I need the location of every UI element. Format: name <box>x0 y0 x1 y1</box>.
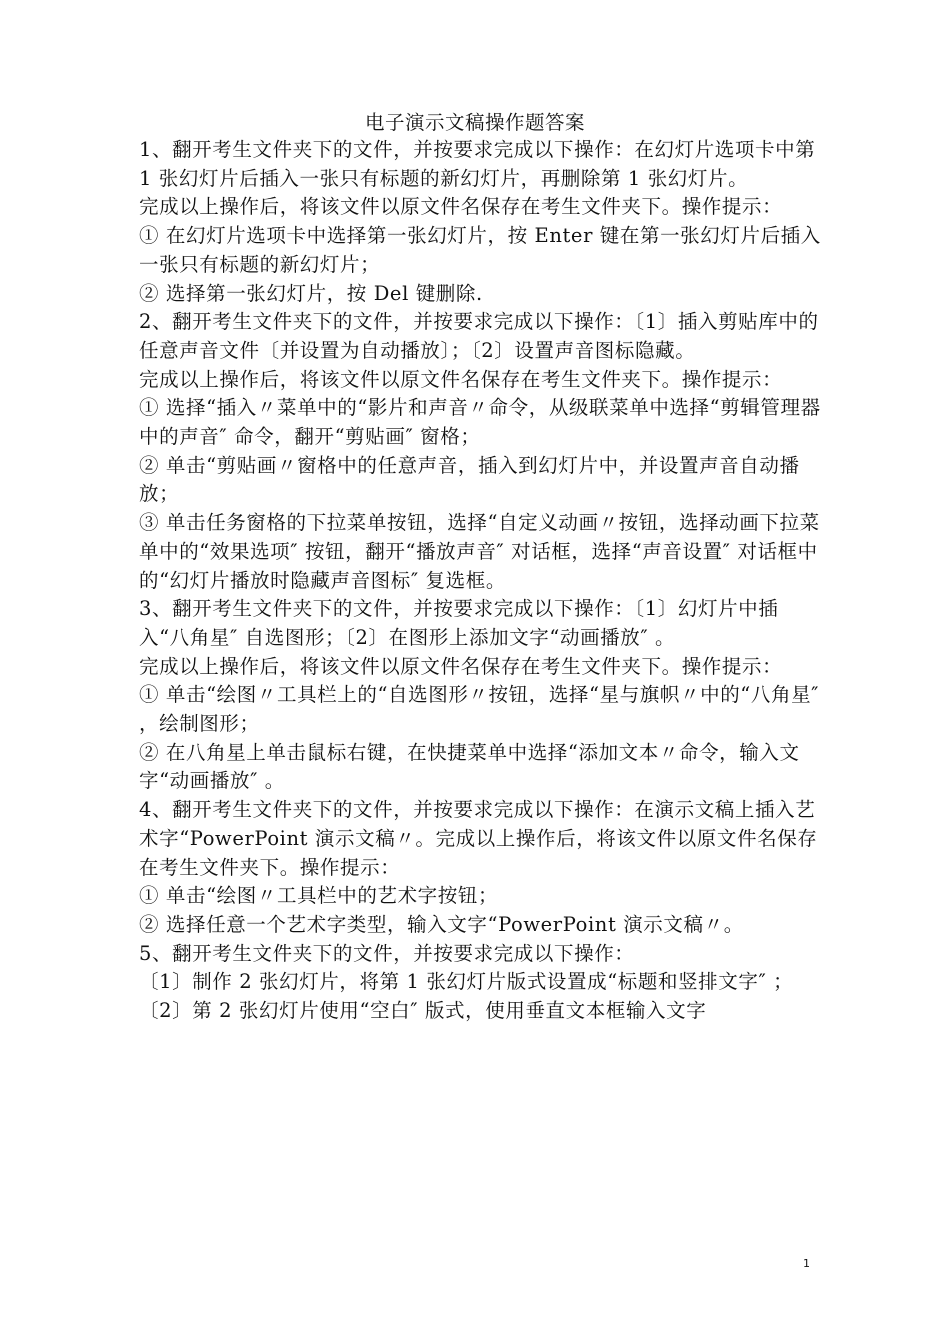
paragraph: 完成以上操作后，将该文件以原文件名保存在考生文件夹下。操作提示： <box>139 654 783 678</box>
paragraph: ② 在八角星上单击鼠标右键，在快捷菜单中选择“添加文本〃命令，输入文字“动画播放″ 。 <box>139 740 800 793</box>
paragraph: ② 选择第一张幻灯片，按 Del 键删除. <box>139 281 483 305</box>
page-number: 1 <box>803 1257 810 1270</box>
paragraph: 1、翻开考生文件夹下的文件，并按要求完成以下操作：在幻灯片选项卡中第 1 张幻灯片后插入一张只有标题的新幻灯片，再删除第 1 张幻灯片。 <box>139 138 816 190</box>
document-title: 电子演示文稿操作题答案 <box>364 111 585 134</box>
paragraph: 2、翻开考生文件夹下的文件，并按要求完成以下操作：〔1〕插入剪贴库中的任意声音文件〔并设置为自动播放〕；〔2〕设置声音图标隐藏。 <box>139 310 819 362</box>
paragraph: ② 单击“剪贴画〃窗格中的任意声音，插入到幻灯片中，并设置声音自动播放； <box>139 453 800 506</box>
paragraph: ① 单击“绘图〃工具栏上的“自选图形〃按钮，选择“星与旗帜〃中的“八角星″ ，绘制图形； <box>139 683 820 736</box>
paragraph: 完成以上操作后，将该文件以原文件名保存在考生文件夹下。操作提示： <box>139 195 783 219</box>
paragraph: ② 选择任意一个艺术字类型，输入文字“PowerPoint 演示文稿〃。 <box>139 912 744 936</box>
paragraph: ① 选择“插入〃菜单中的“影片和声音〃命令，从级联菜单中选择“剪辑管理器中的声音″ 命令，翻开“剪贴画″ 窗格； <box>139 396 821 449</box>
paragraph: 4、翻开考生文件夹下的文件，并按要求完成以下操作：在演示文稿上插入艺术字“PowerPoint 演示文稿〃。完成以上操作后，将该文件以原文件名保存在考生文件夹下。操作提示： <box>139 798 818 879</box>
paragraph: ③ 单击任务窗格的下拉菜单按钮，选择“自定义动画〃按钮，选择动画下拉菜单中的“效果选项″ 按钮，翻开“播放声音″ 对话框，选择“声音设置″ 对话框中的“幻灯片播放时隐藏声音图标″ 复选框。 <box>139 511 820 592</box>
paragraph: ① 单击“绘图〃工具栏中的艺术字按钮； <box>139 884 499 908</box>
paragraph: ① 在幻灯片选项卡中选择第一张幻灯片，按 Enter 键在第一张幻灯片后插入一张只有标题的新幻灯片； <box>139 224 821 276</box>
paragraph: 〔1〕制作 2 张幻灯片，将第 1 张幻灯片版式设置成“标题和竖排文字″ ； <box>139 970 794 994</box>
paragraph: 3、翻开考生文件夹下的文件，并按要求完成以下操作：〔1〕幻灯片中插入“八角星″ 自选图形；〔2〕在图形上添加文字“动画播放″ 。 <box>139 597 779 649</box>
paragraph: 〔2〕第 2 张幻灯片使用“空白″ 版式，使用垂直文本框输入文字 <box>139 999 707 1023</box>
paragraph: 完成以上操作后，将该文件以原文件名保存在考生文件夹下。操作提示： <box>139 367 783 391</box>
paragraph: 5、翻开考生文件夹下的文件，并按要求完成以下操作： <box>139 941 635 965</box>
document-body <box>139 136 821 1026</box>
